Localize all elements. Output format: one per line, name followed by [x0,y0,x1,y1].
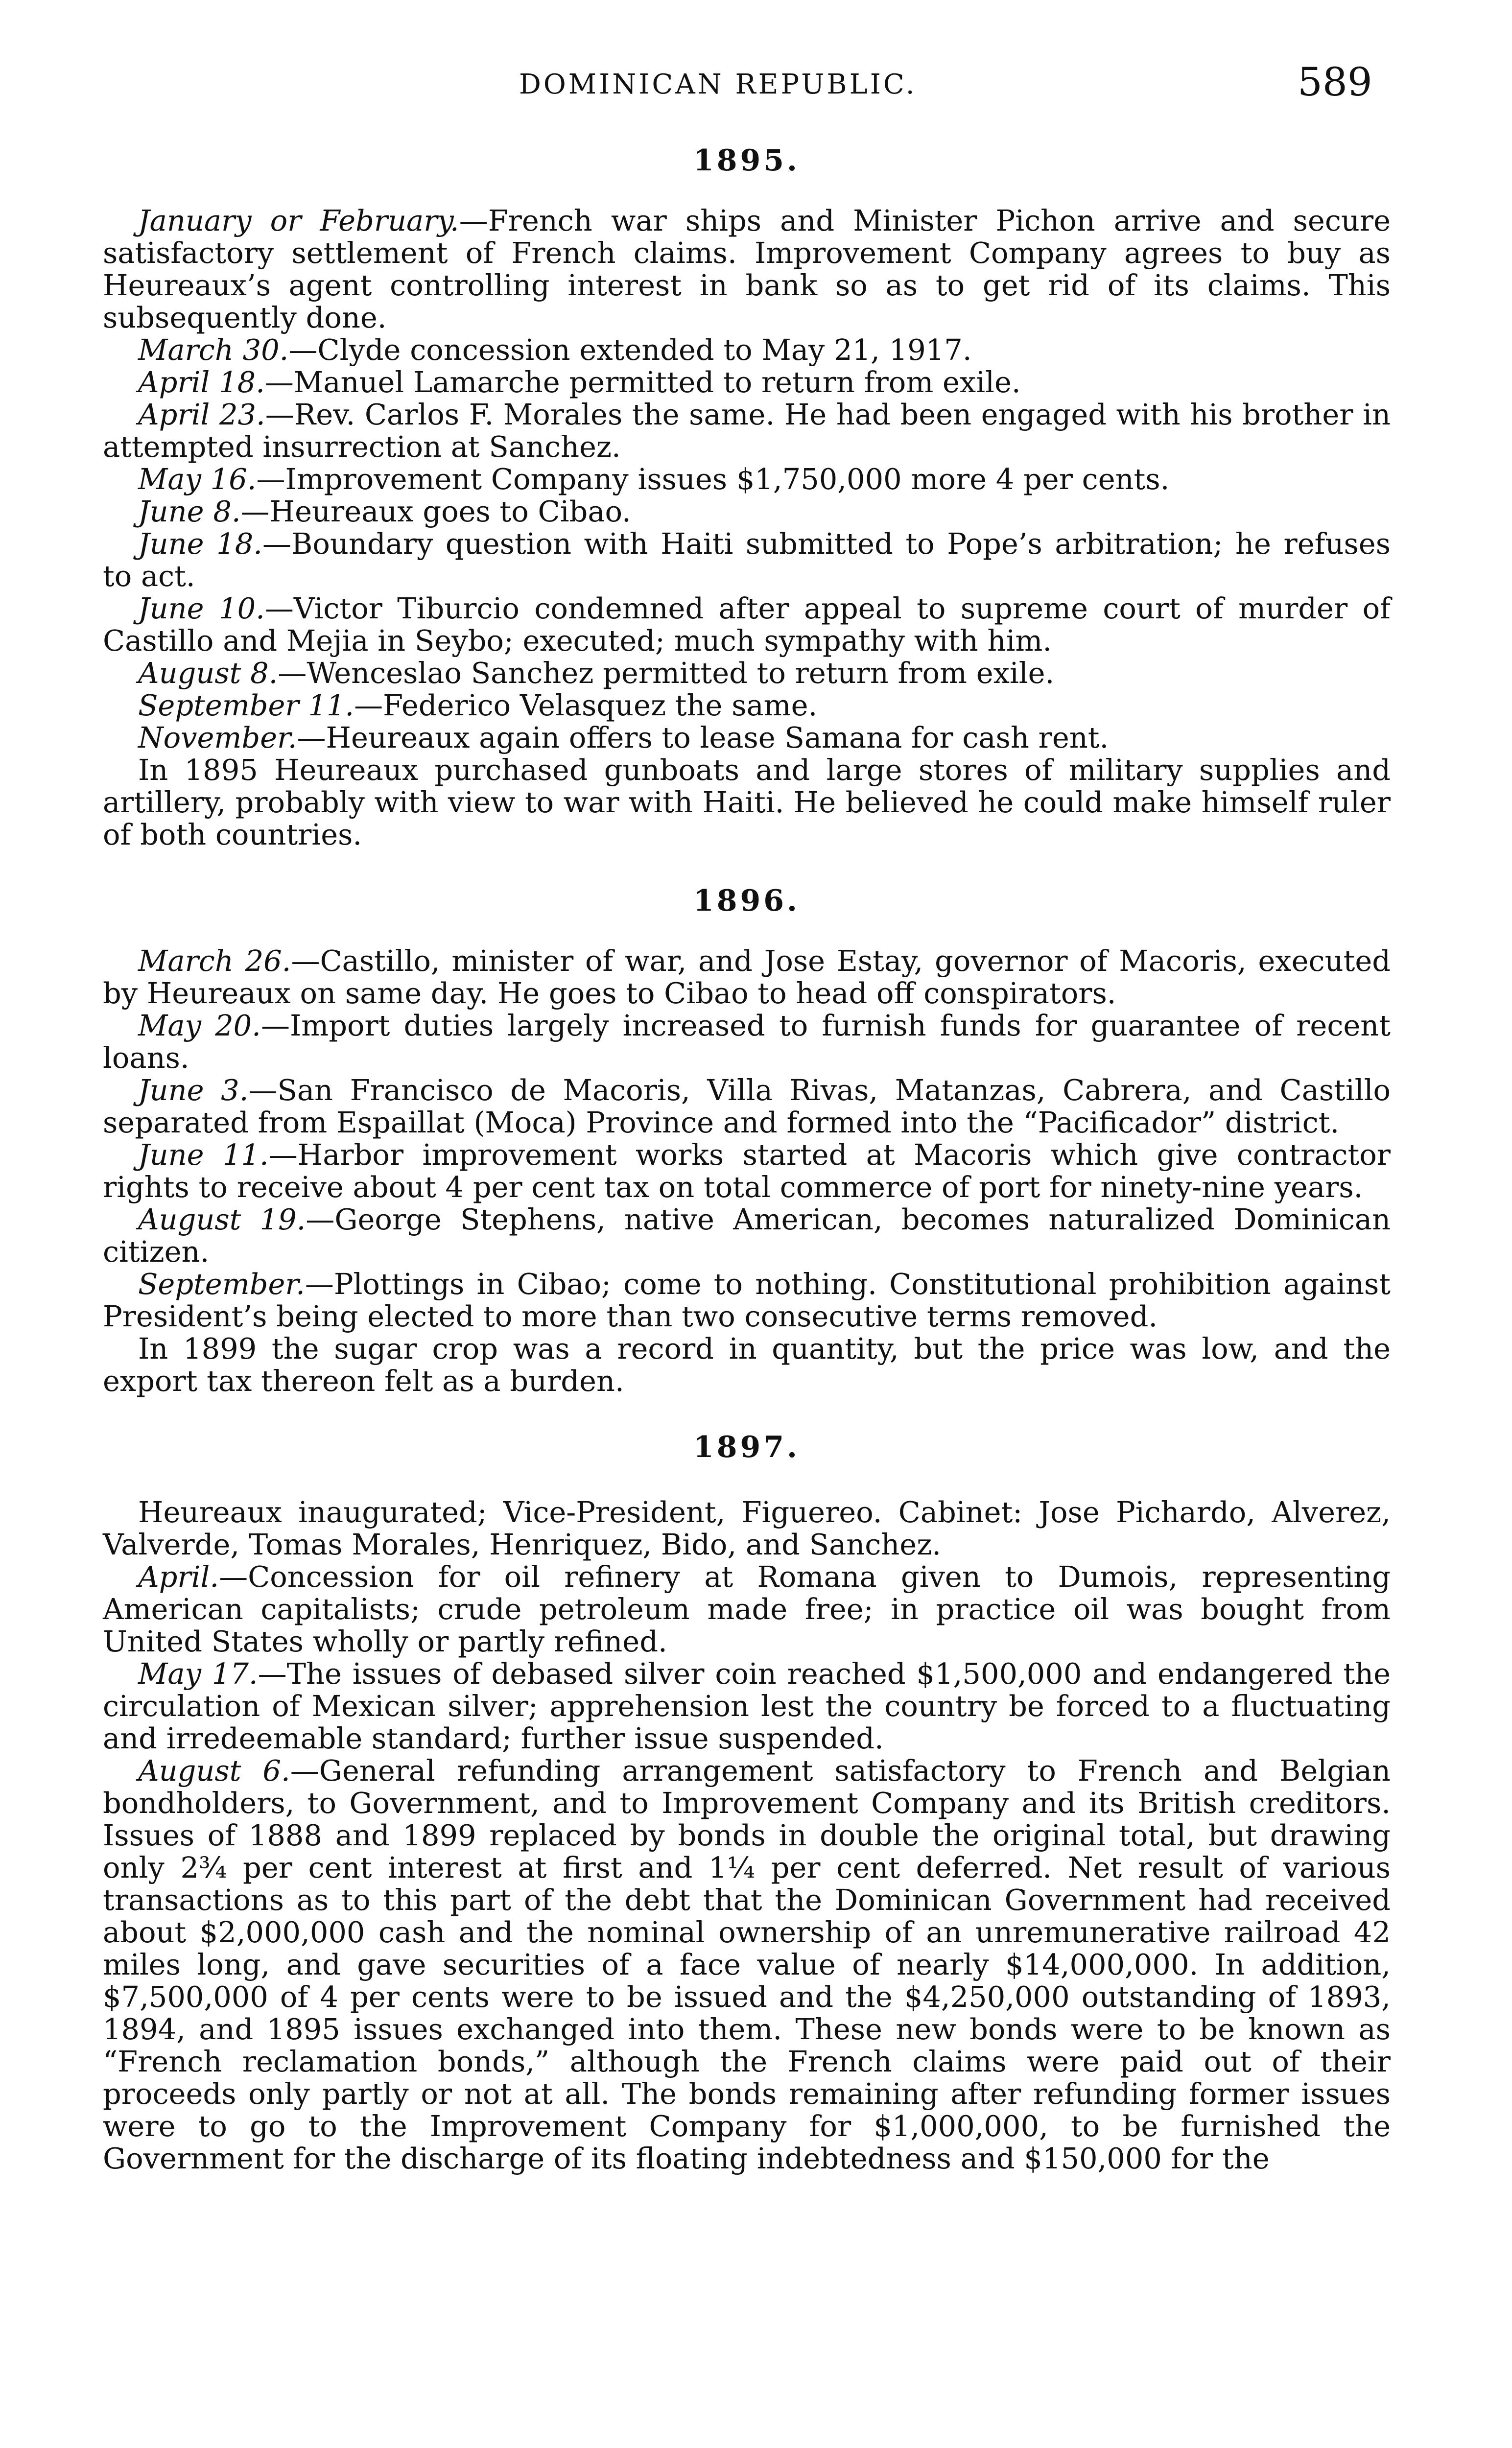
entry-text: —General refunding arrangement satisfactory to French and Belgian bondholders, to Government, and to Improvement Company and its British creditors. Issues of 1888 and 1899 replaced by bonds in double the original total, but drawing only 2¾ per cent interest at first and 1¼ per cent deferred. Net result of various transactions as to this part of the debt that the Dominican Government had received about $2,000,000 cash and the nominal ownership of an unremunerative railroad 42 miles long, and gave securities of a face value of nearly $14,000,000. In addition, $7,500,000 of 4 per cents were to be issued and the $4,250,000 outstanding of 1893, 1894, and 1895 issues exchanged into them. These new bonds were to be known as “French reclamation bonds,” although the French claims were paid out of their proceeds only partly or not at all. The bonds remaining after refunding former issues were to go to the Improvement Company for $1,000,000, to be furnished the Government for the discharge of its floating indebtedness and $150,000 for the [103,1754,1391,2175]
year-heading-1895: 1895. [693,143,800,178]
entry-1897-aug-6 [103,1755,1391,2175]
entry-1897-may-17 [103,1658,1391,1755]
entry-text: —The issues of debased silver coin reached $1,500,000 and endangered the circulation of Mexican silver; apprehension lest the country be forced to a fluctuating and irredeemable standard; further issue suspended. [103,1657,1391,1755]
entry-date: April 18. [138,365,265,399]
entry-1896-sep [103,1268,1391,1333]
entry-text: —Federico Velasquez the same. [354,688,818,722]
entry-1895-jun-8 [103,495,1391,528]
entry-text: —French war ships and Minister Pichon arrive and secure satisfactory settlement of French claims. Improvement Company agrees to buy as Heureaux’s agent controlling interest in bank so as to get rid of its claims. This subsequently done. [103,204,1391,334]
entry-1897-apr [103,1561,1391,1658]
entry-1895-jun-18 [103,528,1391,592]
entry-text: —George Stephens, native American, becomes naturalized Dominican citizen. [103,1202,1391,1269]
entry-1895-nov [103,722,1391,754]
entry-1895-jan-feb [103,205,1391,334]
entry-text: —Harbor improvement works started at Macoris which give contractor rights to receive about 4 per cent tax on total commerce of port for ninety-nine years. [103,1138,1391,1204]
entry-1896-summary [103,1333,1391,1397]
entry-date: March 26. [138,944,291,978]
entry-text: In 1895 Heureaux purchased gunboats and large stores of military supplies and artillery, probably with view to war with Haiti. He believed he could make himself ruler of both countries. [103,753,1391,851]
entry-text: —Victor Tiburcio condemned after appeal to supreme court of murder of Castillo and Mejia in Seybo; executed; much sympathy with him. [103,591,1391,658]
entry-text: —San Francisco de Macoris, Villa Rivas, Matanzas, Cabrera, and Castillo separated from Espaillat (Moca) Province and formed into the “Pacificador” district. [103,1073,1391,1139]
entry-1897-inauguration [103,1496,1391,1561]
entry-1895-sep-11 [103,689,1391,722]
entry-date: January or February. [138,204,459,237]
entry-date: August 8. [138,656,278,690]
entry-1895-aug-8 [103,657,1391,689]
entry-1895-jun-10 [103,592,1391,657]
entry-date: May 16. [138,462,257,496]
entry-1895-apr-18 [103,366,1391,399]
entry-text: —Rev. Carlos F. Morales the same. He had been engaged with his brother in attempted insurrection at Sanchez. [103,398,1391,464]
running-title: DOMINICAN REPUBLIC. [519,69,917,100]
entry-text: In 1899 the sugar crop was a record in quantity, but the price was low, and the export tax thereon felt as a burden. [103,1332,1391,1398]
entry-text: —Clyde concession extended to May 21, 1917. [288,333,972,367]
entry-text: —Improvement Company issues $1,750,000 more 4 per cents. [256,462,1170,496]
entry-date: November. [138,721,297,754]
entry-date: March 30. [138,333,289,367]
entry-text: —Heureaux goes to Cibao. [240,494,631,528]
entry-text: —Import duties largely increased to furnish funds for guarantee of recent loans. [103,1009,1391,1075]
entry-text: —Boundary question with Haiti submitted to Pope’s arbitration; he refuses to act. [103,527,1391,593]
entry-date: August 19. [138,1202,306,1236]
entry-text: —Concession for oil refinery at Romana given to Dumois, representing American capitalists; crude petroleum made free; in practice oil was bought from United States wholly or partly refined. [103,1560,1391,1658]
entry-1895-apr-23 [103,399,1391,463]
entry-1895-may-16 [103,463,1391,495]
year-heading-1897: 1897. [693,1430,800,1464]
entry-text: Heureaux inaugurated; Vice-President, Figuereo. Cabinet: Jose Pichardo, Alverez, Valverde, Tomas Morales, Henriquez, Bido, and Sanchez. [103,1495,1391,1561]
body-text [103,141,1391,2175]
entry-date: May 17. [138,1657,258,1691]
entry-date: June 10. [138,591,265,625]
entry-date: September 11. [138,688,354,722]
entry-date: May 20. [138,1009,261,1042]
entry-date: June 3. [138,1073,249,1107]
entry-date: April. [138,1560,219,1594]
entry-1896-jun-3 [103,1074,1391,1139]
page-number: 589 [1298,59,1372,105]
entry-text: —Plottings in Cibao; come to nothing. Constitutional prohibition against President’s being elected to more than two consecutive terms removed. [103,1267,1391,1333]
entry-date: August 6. [138,1754,290,1788]
entry-text: —Wenceslao Sanchez permitted to return from exile. [278,656,1055,690]
year-heading-1896: 1896. [693,884,800,918]
entry-1896-may-20 [103,1010,1391,1074]
entry-date: June 8. [138,494,241,528]
entry-date: April 23. [138,398,265,431]
entry-1895-mar-30 [103,334,1391,366]
entry-date: September. [138,1267,305,1301]
entry-text: —Castillo, minister of war, and Jose Estay, governor of Macoris, executed by Heureaux on same day. He goes to Cibao to head off conspirators. [103,944,1391,1010]
entry-1896-jun-11 [103,1139,1391,1203]
entry-text: —Manuel Lamarche permitted to return from exile. [264,365,1021,399]
entry-text: —Heureaux again offers to lease Samana for cash rent. [297,721,1109,754]
entry-1896-mar-26 [103,945,1391,1010]
running-header [0,58,1512,112]
entry-date: June 18. [138,527,262,561]
entry-date: June 11. [138,1138,269,1172]
entry-1896-aug-19 [103,1203,1391,1268]
entry-1895-summary [103,754,1391,851]
